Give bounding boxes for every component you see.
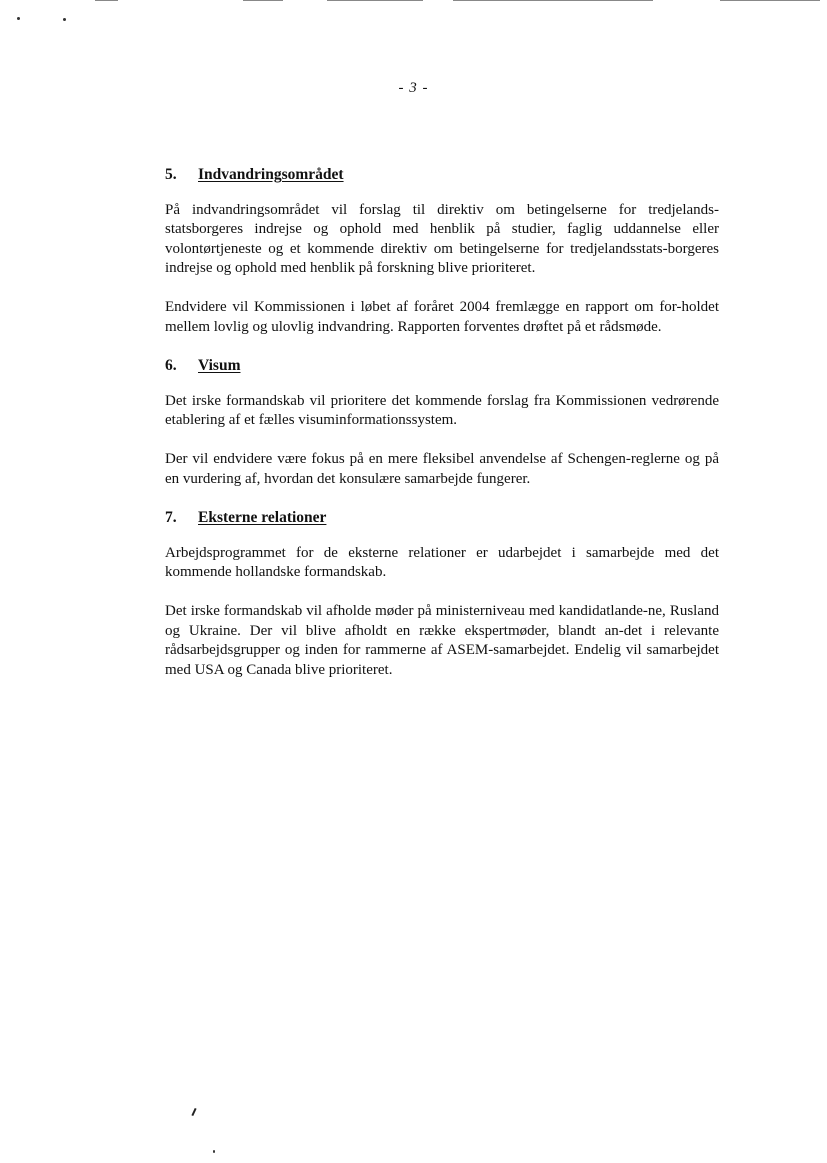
paragraph: På indvandringsområdet vil forslag til direktiv om betingelserne for tredjelands-statsborgeres indrejse og ophold med henblik på studier, faglig uddannelse eller volontørtjeneste og et kommende direktiv om betingelserne for tredjelandsstats-borgeres indrejse og ophold med henblik på forskning blive prioriteret. xyxy=(165,201,719,277)
section-number: 5. xyxy=(165,166,177,183)
section-number: 6. xyxy=(165,357,177,375)
paragraph: Det irske formandskab vil afholde møder på ministerniveau med kandidatlande-ne, Rusland og Ukraine. Der vil blive afholdt en række ekspertmøder, blandt an-det i relevante rådsarbejdsgrupper og inden for rammerne af ASEM-samarbejdet. Endelig vil samarbejdet med USA og Canada blive prioriteret. xyxy=(165,602,719,678)
paragraph: Det irske formandskab vil prioritere det kommende forslag fra Kommissionen vedrørende etablering af et fælles visuminformationssystem. xyxy=(165,392,719,429)
scan-edge-line xyxy=(243,0,283,1)
scan-speck xyxy=(213,1150,215,1153)
section-heading xyxy=(165,508,719,528)
scan-pen-mark xyxy=(191,1108,196,1116)
section-visa xyxy=(165,356,719,489)
paragraph: Arbejdsprogrammet for de eksterne relationer er udarbejdet i samarbejde med det kommende hollandske formandskab. xyxy=(165,544,719,581)
section-heading xyxy=(165,165,719,185)
scan-edge-line xyxy=(720,0,820,1)
scan-edge-line xyxy=(453,0,653,1)
section-number: 7. xyxy=(165,509,177,527)
section-immigration xyxy=(165,165,719,337)
section-heading xyxy=(165,356,719,376)
scan-edge-line xyxy=(95,0,118,1)
scan-speck xyxy=(17,17,20,20)
document-body xyxy=(165,165,719,699)
page-number: - 3 - xyxy=(398,80,429,96)
section-external-relations xyxy=(165,508,719,680)
paragraph: Der vil endvidere være fokus på en mere fleksibel anvendelse af Schengen-reglerne og på en vurdering af, hvordan det konsulære samarbejde fungerer. xyxy=(165,450,719,487)
section-title: Visum xyxy=(198,357,241,375)
scan-edge-line xyxy=(327,0,423,1)
paragraph: Endvidere vil Kommissionen i løbet af foråret 2004 fremlægge en rapport om for-holdet mellem lovlig og ulovlig indvandring. Rapporten forventes drøftet på et rådsmøde. xyxy=(165,298,719,335)
section-title: Eksterne relationer xyxy=(198,509,327,527)
section-title: Indvandringsområdet xyxy=(198,166,344,183)
scan-speck xyxy=(63,18,66,21)
